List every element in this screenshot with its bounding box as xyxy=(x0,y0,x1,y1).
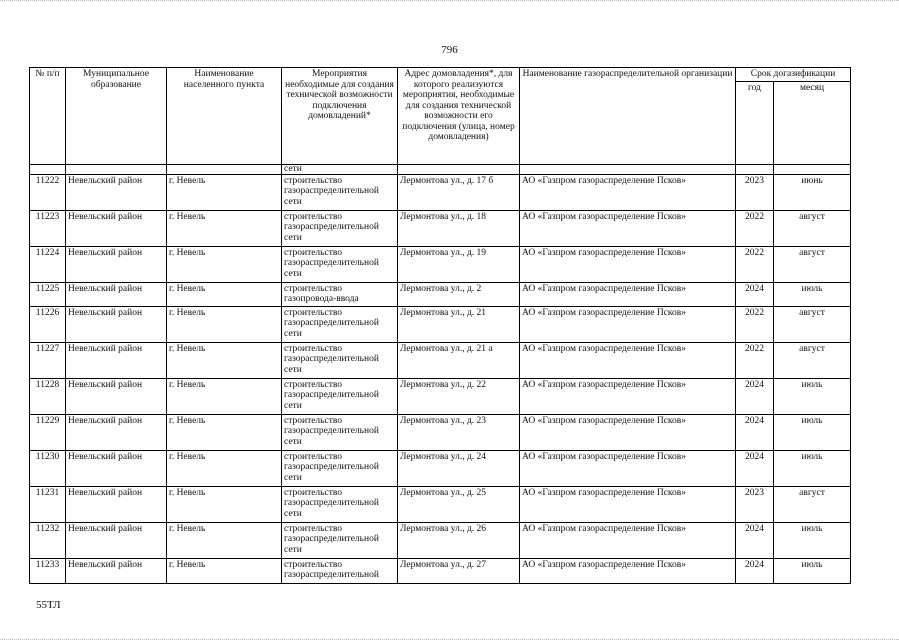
month-cell: июль xyxy=(774,450,851,486)
measures-cell: строительство газораспределительной сети xyxy=(282,306,398,342)
row-number: 11226 xyxy=(30,306,66,342)
address-cell: Лермонтова ул., д. 21 xyxy=(398,306,520,342)
year-cell: 2024 xyxy=(736,558,774,583)
continuation-text: сети xyxy=(282,164,398,174)
month-cell: июль xyxy=(774,522,851,558)
municipality-cell: Невельский район xyxy=(66,378,167,414)
organization-cell: АО «Газпром газораспределение Псков» xyxy=(520,174,736,210)
organization-cell: АО «Газпром газораспределение Псков» xyxy=(520,378,736,414)
settlement-cell: г. Невель xyxy=(167,450,282,486)
year-cell: 2022 xyxy=(736,210,774,246)
row-number: 11223 xyxy=(30,210,66,246)
measures-cell: строительство газораспределительной сети xyxy=(282,414,398,450)
organization-cell: АО «Газпром газораспределение Псков» xyxy=(520,486,736,522)
row-number: 11227 xyxy=(30,342,66,378)
measures-cell: строительство газораспределительной сети xyxy=(282,378,398,414)
municipality-cell: Невельский район xyxy=(66,246,167,282)
address-cell: Лермонтова ул., д. 21 а xyxy=(398,342,520,378)
month-cell: июль xyxy=(774,414,851,450)
measures-cell: строительство газопровода-ввода xyxy=(282,282,398,306)
row-number: 11222 xyxy=(30,174,66,210)
settlement-cell: г. Невель xyxy=(167,378,282,414)
organization-cell: АО «Газпром газораспределение Псков» xyxy=(520,558,736,583)
settlement-cell: г. Невель xyxy=(167,558,282,583)
address-cell: Лермонтова ул., д. 25 xyxy=(398,486,520,522)
month-cell: август xyxy=(774,306,851,342)
organization-cell: АО «Газпром газораспределение Псков» xyxy=(520,210,736,246)
header-year: год xyxy=(736,81,774,164)
address-cell: Лермонтова ул., д. 27 xyxy=(398,558,520,583)
year-cell: 2022 xyxy=(736,342,774,378)
month-cell: июнь xyxy=(774,174,851,210)
row-number: 11233 xyxy=(30,558,66,583)
settlement-cell: г. Невель xyxy=(167,246,282,282)
scan-edge-top xyxy=(0,0,899,6)
table-row xyxy=(30,522,851,558)
settlement-cell: г. Невель xyxy=(167,486,282,522)
header-org: Наименование газораспределительной организации xyxy=(520,68,736,165)
gasification-table-wrapper xyxy=(29,67,850,584)
header-settlement: Наименование населенного пункта xyxy=(167,68,282,165)
year-cell: 2024 xyxy=(736,414,774,450)
organization-cell: АО «Газпром газораспределение Псков» xyxy=(520,246,736,282)
municipality-cell: Невельский район xyxy=(66,558,167,583)
address-cell: Лермонтова ул., д. 22 xyxy=(398,378,520,414)
month-cell: июль xyxy=(774,378,851,414)
municipality-cell: Невельский район xyxy=(66,174,167,210)
municipality-cell: Невельский район xyxy=(66,486,167,522)
settlement-cell: г. Невель xyxy=(167,282,282,306)
header-month: месяц xyxy=(774,81,851,164)
address-cell: Лермонтова ул., д. 23 xyxy=(398,414,520,450)
year-cell: 2024 xyxy=(736,522,774,558)
organization-cell: АО «Газпром газораспределение Псков» xyxy=(520,414,736,450)
municipality-cell: Невельский район xyxy=(66,282,167,306)
municipality-cell: Невельский район xyxy=(66,522,167,558)
organization-cell: АО «Газпром газораспределение Псков» xyxy=(520,522,736,558)
measures-cell: строительство газораспределительной сети xyxy=(282,450,398,486)
measures-cell: строительство газораспределительной сети xyxy=(282,174,398,210)
municipality-cell: Невельский район xyxy=(66,306,167,342)
measures-cell: строительство газораспределительной сети xyxy=(282,342,398,378)
measures-cell: строительство газораспределительной сети xyxy=(282,210,398,246)
table-row xyxy=(30,558,851,583)
row-number: 11231 xyxy=(30,486,66,522)
row-number: 11232 xyxy=(30,522,66,558)
measures-cell: строительство газораспределительной сети xyxy=(282,522,398,558)
header-municipality: Муниципальное образование xyxy=(66,68,167,165)
row-number: 11230 xyxy=(30,450,66,486)
header-address: Адрес домовладения*, для которого реализуются мероприятия, необходимые для создания технической возможности его подключения (улица, номер домовладения) xyxy=(398,68,520,165)
organization-cell: АО «Газпром газораспределение Псков» xyxy=(520,282,736,306)
address-cell: Лермонтова ул., д. 24 xyxy=(398,450,520,486)
row-number: 11224 xyxy=(30,246,66,282)
address-cell: Лермонтова ул., д. 19 xyxy=(398,246,520,282)
table-row xyxy=(30,174,851,210)
continuation-row xyxy=(30,164,851,174)
measures-cell: строительство газораспределительной сети xyxy=(282,246,398,282)
header-term: Срок догазификации xyxy=(736,68,851,82)
year-cell: 2024 xyxy=(736,282,774,306)
table-row xyxy=(30,486,851,522)
year-cell: 2023 xyxy=(736,486,774,522)
month-cell: июль xyxy=(774,558,851,583)
measures-cell: строительство газораспределительной сети xyxy=(282,486,398,522)
municipality-cell: Невельский район xyxy=(66,342,167,378)
settlement-cell: г. Невель xyxy=(167,210,282,246)
address-cell: Лермонтова ул., д. 18 xyxy=(398,210,520,246)
organization-cell: АО «Газпром газораспределение Псков» xyxy=(520,306,736,342)
settlement-cell: г. Невель xyxy=(167,306,282,342)
footer-code: 55ТЛ xyxy=(36,599,61,611)
month-cell: август xyxy=(774,342,851,378)
settlement-cell: г. Невель xyxy=(167,414,282,450)
table-row xyxy=(30,342,851,378)
organization-cell: АО «Газпром газораспределение Псков» xyxy=(520,342,736,378)
settlement-cell: г. Невель xyxy=(167,522,282,558)
year-cell: 2024 xyxy=(736,378,774,414)
organization-cell: АО «Газпром газораспределение Псков» xyxy=(520,450,736,486)
address-cell: Лермонтова ул., д. 26 xyxy=(398,522,520,558)
municipality-cell: Невельский район xyxy=(66,450,167,486)
month-cell: август xyxy=(774,486,851,522)
table-row xyxy=(30,282,851,306)
settlement-cell: г. Невель xyxy=(167,174,282,210)
measures-cell: строительство газораспределительной xyxy=(282,558,398,583)
page-number: 796 xyxy=(441,44,458,56)
table-body xyxy=(30,164,851,583)
row-number: 11225 xyxy=(30,282,66,306)
table-row xyxy=(30,450,851,486)
row-number: 11229 xyxy=(30,414,66,450)
header-num: № п/п xyxy=(30,68,66,165)
year-cell: 2024 xyxy=(736,450,774,486)
year-cell: 2022 xyxy=(736,246,774,282)
row-number: 11228 xyxy=(30,378,66,414)
year-cell: 2022 xyxy=(736,306,774,342)
month-cell: август xyxy=(774,246,851,282)
month-cell: август xyxy=(774,210,851,246)
table-row xyxy=(30,378,851,414)
header-measures: Мероприятия необходимые для создания технической возможности подключения домовладений* xyxy=(282,68,398,165)
gasification-table xyxy=(29,67,851,584)
year-cell: 2023 xyxy=(736,174,774,210)
scan-edge-bottom xyxy=(0,634,899,640)
table-row xyxy=(30,246,851,282)
table-row xyxy=(30,210,851,246)
month-cell: июль xyxy=(774,282,851,306)
table-row xyxy=(30,306,851,342)
settlement-cell: г. Невель xyxy=(167,342,282,378)
municipality-cell: Невельский район xyxy=(66,414,167,450)
address-cell: Лермонтова ул., д. 17 б xyxy=(398,174,520,210)
address-cell: Лермонтова ул., д. 2 xyxy=(398,282,520,306)
table-row xyxy=(30,414,851,450)
municipality-cell: Невельский район xyxy=(66,210,167,246)
